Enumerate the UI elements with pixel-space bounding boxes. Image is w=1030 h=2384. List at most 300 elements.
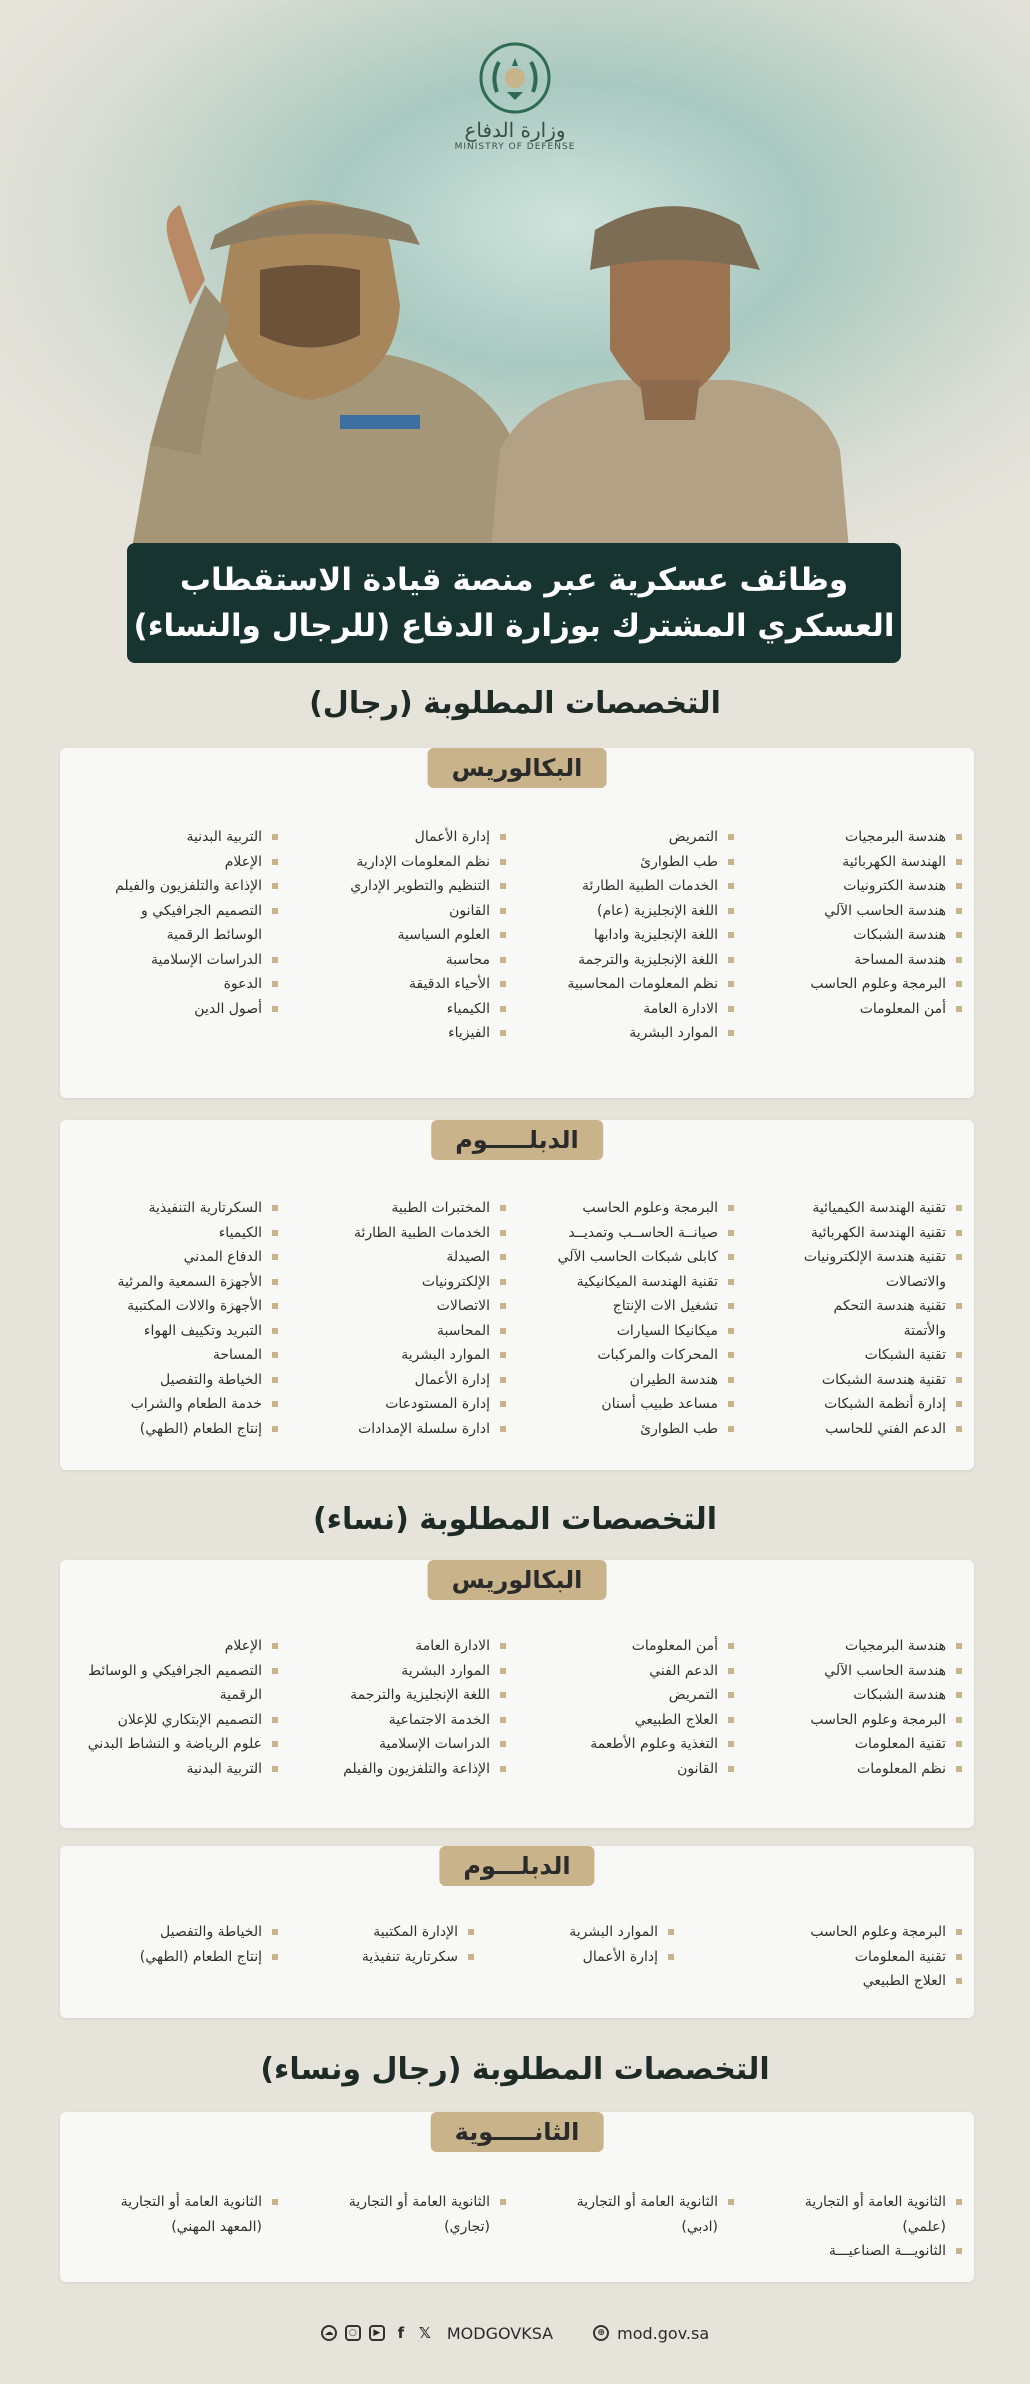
bullet-icon — [272, 1643, 278, 1649]
bullet-icon — [956, 1643, 962, 1649]
list-item-text: البرمجة وعلوم الحاسب — [810, 976, 946, 992]
list-item-text: الإلكترونيات — [421, 1273, 490, 1290]
list-item — [354, 1343, 506, 1368]
list-item — [567, 825, 734, 850]
list-item-text: اللغة الإنجليزية وادابها — [593, 927, 718, 943]
emblem-icon — [477, 40, 553, 116]
list-item-text: الكيمياء — [218, 1224, 262, 1241]
bullet-icon — [272, 1401, 278, 1407]
bullet-icon — [956, 2199, 962, 2205]
list-item-text: صيانــة الحاســب وتمديــد — [568, 1224, 718, 1241]
list-item — [350, 997, 506, 1022]
list-item-text: القانون — [449, 902, 490, 919]
bullet-icon — [956, 834, 962, 840]
women-diploma-col-3 — [362, 1920, 474, 1969]
secondary-col-2 — [577, 2190, 734, 2239]
bullet-icon — [272, 1006, 278, 1012]
list-item-text: الرقمية — [219, 1687, 262, 1703]
bullet-icon — [500, 859, 506, 865]
list-item-text: تقنية هندسة الشبكات — [821, 1371, 946, 1388]
list-item-text: نظم المعلومات — [857, 1760, 946, 1777]
bullet-icon — [272, 859, 278, 865]
bullet-icon — [500, 1766, 506, 1772]
list-item-text: (المعهد المهني) — [171, 2218, 262, 2235]
list-item-text: الهندسة الكهربائية — [842, 853, 946, 870]
list-item-text: طب الطوارئ — [640, 1420, 718, 1437]
bullet-icon — [500, 834, 506, 840]
list-item — [805, 2190, 962, 2215]
list-item-text: هندسة الشبكات — [853, 927, 946, 943]
bullet-icon — [728, 859, 734, 865]
list-item — [354, 1196, 506, 1221]
bullet-icon — [500, 1377, 506, 1383]
headline-line-1: وظائف عسكرية عبر منصة قيادة الاستقطاب — [179, 561, 849, 598]
list-item — [343, 1659, 506, 1684]
list-item — [558, 1368, 734, 1393]
youtube-icon[interactable]: ▶ — [369, 2325, 385, 2341]
list-item — [350, 850, 506, 875]
bullet-icon — [956, 1766, 962, 1772]
bullet-icon — [728, 1030, 734, 1036]
bullet-icon — [956, 1401, 962, 1407]
list-item-text: الموارد البشرية — [401, 1662, 490, 1679]
list-item-text: التبريد وتكييف الهواء — [143, 1322, 262, 1339]
women-bachelor-col-1 — [810, 1634, 962, 1781]
list-item — [117, 1245, 278, 1270]
secondary-col-3 — [349, 2190, 506, 2239]
bullet-icon — [500, 1401, 506, 1407]
list-item-text: الدعم الفني — [649, 1662, 718, 1679]
bullet-icon — [728, 932, 734, 938]
bullet-icon — [500, 908, 506, 914]
bullet-icon — [272, 908, 278, 914]
list-item-text: الخدمة الاجتماعية — [388, 1711, 490, 1728]
list-item-text: الإذاعة والتلفزيون والفيلم — [115, 878, 262, 894]
list-item — [354, 1417, 506, 1442]
bullet-icon — [956, 1377, 962, 1383]
men-diploma-label: الدبلـــــوم — [431, 1120, 603, 1160]
bullet-icon — [272, 1426, 278, 1432]
bullet-icon — [956, 1668, 962, 1674]
list-item-text: خدمة الطعام والشراب — [130, 1396, 262, 1412]
list-item — [88, 1634, 278, 1659]
list-item-text: أمن المعلومات — [859, 1000, 946, 1017]
bullet-icon — [956, 1717, 962, 1723]
list-item — [567, 972, 734, 997]
list-item — [810, 899, 962, 924]
list-item — [805, 2239, 962, 2264]
logo-english-text: MINISTRY OF DEFENSE — [454, 142, 576, 152]
male-soldier-image — [470, 190, 870, 560]
men-diploma-col-4 — [117, 1196, 278, 1441]
list-item — [117, 1343, 278, 1368]
list-item-text: تقنية الشبكات — [864, 1347, 946, 1363]
secondary-label: الثانـــــوية — [431, 2112, 604, 2152]
list-item — [810, 1634, 962, 1659]
list-item-text: المحركات والمركبات — [597, 1347, 718, 1363]
list-item — [343, 1634, 506, 1659]
bullet-icon — [272, 1352, 278, 1358]
list-item — [810, 874, 962, 899]
list-item-text: الدعم الفني للحاسب — [825, 1420, 946, 1437]
list-item — [343, 1757, 506, 1782]
bullet-icon — [956, 1303, 962, 1309]
list-item — [121, 2215, 278, 2240]
list-item — [567, 948, 734, 973]
bullet-icon — [468, 1954, 474, 1960]
bullet-icon — [272, 957, 278, 963]
list-item — [810, 997, 962, 1022]
list-item-text: اللغة الإنجليزية والترجمة — [578, 951, 718, 968]
list-item — [349, 2190, 506, 2215]
list-item — [804, 1270, 962, 1295]
list-item — [350, 948, 506, 973]
list-item-text: العلاج الطبيعي — [634, 1711, 718, 1728]
list-item — [810, 1683, 962, 1708]
women-bachelor-label: البكالوريس — [428, 1560, 607, 1600]
bullet-icon — [956, 981, 962, 987]
list-item — [558, 1196, 734, 1221]
list-item — [810, 1659, 962, 1684]
list-item-text: الإعلام — [224, 853, 262, 870]
bullet-icon — [500, 2199, 506, 2205]
list-item-text: الادارة العامة — [415, 1638, 490, 1654]
list-item-text: الدفاع المدني — [183, 1249, 262, 1265]
list-item — [558, 1319, 734, 1344]
list-item-text: هندسة الحاسب الآلي — [824, 1662, 946, 1679]
men-bachelor-col-1 — [810, 825, 962, 1021]
list-item — [558, 1417, 734, 1442]
list-item — [810, 1732, 962, 1757]
list-item — [577, 2215, 734, 2240]
bullet-icon — [728, 1377, 734, 1383]
bullet-icon — [500, 1717, 506, 1723]
globe-icon: ⊕ — [593, 2325, 609, 2341]
bullet-icon — [272, 1230, 278, 1236]
list-item-text: مساعد طبيب أسنان — [601, 1396, 718, 1412]
list-item — [88, 1708, 278, 1733]
bullet-icon — [728, 1006, 734, 1012]
list-item-text: الإعلام — [224, 1638, 262, 1654]
list-item-text: الأجهزة السمعية والمرئية — [117, 1273, 262, 1290]
list-item-text: الكيمياء — [446, 1000, 490, 1017]
bullet-icon — [956, 932, 962, 938]
men-diploma-col-1 — [804, 1196, 962, 1441]
list-item — [804, 1319, 962, 1344]
bullet-icon — [500, 1254, 506, 1260]
list-item-text: التصميم الجرافيكي و الوسائط — [88, 1662, 262, 1679]
list-item-text: والأتمتة — [903, 1322, 946, 1339]
list-item-text: محاسبة — [445, 951, 490, 968]
bullet-icon — [500, 1230, 506, 1236]
bullet-icon — [956, 2248, 962, 2254]
list-item — [569, 1920, 674, 1945]
list-item — [354, 1319, 506, 1344]
list-item-text: الأحياء الدقيقة — [408, 976, 490, 992]
list-item-text: الدراسات الإسلامية — [151, 951, 262, 968]
list-item-text: الدراسات الإسلامية — [379, 1736, 490, 1752]
bullet-icon — [272, 1741, 278, 1747]
list-item-text: الأجهزة والالات المكتبية — [127, 1298, 262, 1314]
list-item-text: (ادبي) — [681, 2218, 718, 2235]
women-diploma-card — [60, 1846, 974, 2018]
list-item — [558, 1343, 734, 1368]
list-item — [810, 850, 962, 875]
headline-banner — [127, 543, 901, 663]
bullet-icon — [728, 1254, 734, 1260]
list-item-text: علوم الرياضة و النشاط البدني — [87, 1736, 262, 1752]
list-item — [115, 997, 278, 1022]
website-link[interactable]: mod.gov.sa — [617, 2323, 710, 2343]
list-item — [350, 874, 506, 899]
bullet-icon — [272, 981, 278, 987]
list-item-text: أمن المعلومات — [631, 1638, 718, 1654]
list-item — [558, 1221, 734, 1246]
secondary-col-1 — [805, 2190, 962, 2264]
list-item-text: تقنية المعلومات — [854, 1948, 946, 1965]
list-item — [117, 1392, 278, 1417]
list-item — [354, 1245, 506, 1270]
bullet-icon — [956, 1954, 962, 1960]
list-item — [354, 1294, 506, 1319]
list-item-text: تشغيل الات الإنتاج — [612, 1298, 718, 1314]
bullet-icon — [500, 1352, 506, 1358]
bullet-icon — [468, 1929, 474, 1935]
x-icon[interactable]: 𝕏 — [418, 2324, 431, 2342]
list-item — [115, 972, 278, 997]
list-item — [117, 1417, 278, 1442]
bullet-icon — [728, 1205, 734, 1211]
list-item — [804, 1343, 962, 1368]
bullet-icon — [728, 1230, 734, 1236]
list-item — [88, 1659, 278, 1684]
list-item-text: الوسائط الرقمية — [166, 927, 262, 943]
bullet-icon — [956, 883, 962, 889]
facebook-icon[interactable]: f — [397, 2324, 405, 2342]
headline-line-2: العسكري المشترك بوزارة الدفاع (للرجال والنساء) — [133, 608, 895, 644]
list-item-text: القانون — [677, 1760, 718, 1777]
list-item — [569, 1945, 674, 1970]
list-item-text: نظم المعلومات الإدارية — [356, 853, 490, 870]
bullet-icon — [500, 1426, 506, 1432]
bullet-icon — [728, 834, 734, 840]
bullet-icon — [500, 1741, 506, 1747]
bullet-icon — [956, 1006, 962, 1012]
bullet-icon — [500, 1668, 506, 1674]
list-item-text: والاتصالات — [885, 1273, 946, 1290]
bullet-icon — [668, 1954, 674, 1960]
list-item — [140, 1920, 278, 1945]
list-item — [558, 1245, 734, 1270]
men-bachelor-col-4 — [115, 825, 278, 1021]
social-handle[interactable]: MODGOVKSA — [446, 2323, 554, 2343]
list-item — [117, 1319, 278, 1344]
bullet-icon — [956, 1741, 962, 1747]
list-item — [354, 1368, 506, 1393]
list-item — [590, 1634, 734, 1659]
list-item-text: (تجاري) — [444, 2218, 490, 2235]
instagram-icon[interactable]: ○ — [345, 2325, 361, 2341]
list-item-text: البرمجة وعلوم الحاسب — [810, 1924, 946, 1940]
list-item — [567, 997, 734, 1022]
bullet-icon — [272, 1929, 278, 1935]
bullet-icon — [728, 957, 734, 963]
list-item — [590, 1683, 734, 1708]
bullet-icon — [728, 1303, 734, 1309]
list-item-text: الثانويـــة الصناعيـــة — [828, 2243, 946, 2259]
list-item — [590, 1757, 734, 1782]
list-item-text: هندسة الكترونيات — [843, 878, 946, 894]
list-item — [810, 948, 962, 973]
bullet-icon — [728, 1401, 734, 1407]
list-item-text: المحاسبة — [436, 1322, 490, 1339]
social-group — [321, 2324, 553, 2343]
snapchat-icon[interactable]: ☁ — [321, 2325, 337, 2341]
bullet-icon — [728, 2199, 734, 2205]
bullet-icon — [956, 1692, 962, 1698]
bullet-icon — [728, 981, 734, 987]
list-item — [804, 1196, 962, 1221]
bullet-icon — [956, 957, 962, 963]
men-bachelor-label: البكالوريس — [428, 748, 607, 788]
women-diploma-col-2 — [569, 1920, 674, 1969]
list-item-text: التصميم الجرافيكي و — [141, 902, 262, 919]
list-item — [805, 2215, 962, 2240]
list-item — [804, 1221, 962, 1246]
women-bachelor-col-3 — [343, 1634, 506, 1781]
list-item — [558, 1270, 734, 1295]
list-item — [121, 2190, 278, 2215]
bullet-icon — [500, 981, 506, 987]
list-item-text: هندسة البرمجيات — [845, 1638, 946, 1654]
bullet-icon — [956, 1352, 962, 1358]
men-diploma-col-3 — [354, 1196, 506, 1441]
men-bachelor-col-3 — [350, 825, 506, 1046]
bullet-icon — [728, 1668, 734, 1674]
bullet-icon — [500, 932, 506, 938]
list-item — [810, 1969, 962, 1994]
list-item-text: تقنية المعلومات — [854, 1736, 946, 1752]
list-item — [804, 1294, 962, 1319]
website-group — [593, 2324, 709, 2343]
list-item-text: تقنية الهندسة الميكانيكية — [576, 1273, 718, 1290]
secondary-card — [60, 2112, 974, 2282]
bullet-icon — [728, 1643, 734, 1649]
bullet-icon — [728, 1717, 734, 1723]
list-item — [590, 1708, 734, 1733]
list-item — [88, 1683, 278, 1708]
women-bachelor-card — [60, 1560, 974, 1828]
bullet-icon — [668, 1929, 674, 1935]
footer — [0, 2318, 1030, 2348]
list-item-text: التنظيم والتطوير الإداري — [350, 878, 490, 894]
list-item-text: البرمجة وعلوم الحاسب — [810, 1711, 946, 1728]
list-item-text: المساحة — [212, 1347, 262, 1363]
list-item-text: تقنية هندسة التحكم — [833, 1298, 946, 1314]
bullet-icon — [956, 1978, 962, 1984]
list-item — [567, 923, 734, 948]
list-item-text: التصميم الإبتكاري للإعلان — [117, 1711, 262, 1728]
bullet-icon — [728, 1692, 734, 1698]
bullet-icon — [500, 1205, 506, 1211]
bullet-icon — [500, 1279, 506, 1285]
list-item-text: الإدارة المكتبية — [373, 1924, 458, 1940]
hero-banner — [0, 0, 1030, 560]
list-item-text: المختبرات الطبية — [391, 1200, 490, 1216]
list-item — [810, 1920, 962, 1945]
bullet-icon — [956, 1230, 962, 1236]
women-section-title: التخصصات المطلوبة (نساء) — [312, 1502, 718, 1537]
list-item — [354, 1270, 506, 1295]
list-item-text: الموارد البشرية — [569, 1924, 658, 1940]
list-item — [349, 2215, 506, 2240]
list-item-text: إدارة الأعمال — [582, 1948, 658, 1965]
list-item — [343, 1683, 506, 1708]
bullet-icon — [272, 1377, 278, 1383]
list-item — [804, 1392, 962, 1417]
list-item-text: الدعوة — [223, 976, 262, 992]
list-item — [343, 1732, 506, 1757]
list-item — [810, 1708, 962, 1733]
list-item — [115, 899, 278, 924]
list-item — [354, 1221, 506, 1246]
list-item — [567, 899, 734, 924]
list-item — [804, 1245, 962, 1270]
list-item-text: إدارة المستودعات — [385, 1396, 490, 1412]
list-item — [567, 850, 734, 875]
bullet-icon — [272, 1766, 278, 1772]
list-item — [354, 1392, 506, 1417]
list-item-text: طب الطوارئ — [640, 853, 718, 870]
list-item-text: إدارة أنظمة الشبكات — [824, 1396, 946, 1412]
list-item — [804, 1368, 962, 1393]
list-item — [590, 1732, 734, 1757]
list-item — [810, 923, 962, 948]
list-item — [804, 1417, 962, 1442]
list-item — [350, 899, 506, 924]
list-item-text: (علمي) — [902, 2218, 946, 2235]
bullet-icon — [272, 1717, 278, 1723]
list-item-text: هندسة المساحة — [854, 951, 946, 968]
list-item — [117, 1270, 278, 1295]
list-item-text: ادارة سلسلة الإمدادات — [358, 1420, 490, 1437]
bullet-icon — [500, 1303, 506, 1309]
logo-arabic-text: وزارة الدفاع — [464, 118, 566, 142]
list-item — [350, 923, 506, 948]
men-bachelor-col-2 — [567, 825, 734, 1046]
bullet-icon — [272, 1279, 278, 1285]
list-item-text: اللغة الإنجليزية (عام) — [597, 902, 718, 919]
list-item-text: إدارة الأعمال — [414, 829, 490, 845]
list-item — [117, 1294, 278, 1319]
list-item-text: أصول الدين — [194, 1000, 262, 1017]
list-item-text: نظم المعلومات المحاسبية — [567, 976, 718, 992]
men-diploma-col-2 — [558, 1196, 734, 1441]
bullet-icon — [956, 1426, 962, 1432]
list-item-text: كابلى شبكات الحاسب الآلي — [557, 1249, 718, 1265]
list-item-text: التربية البدنية — [186, 829, 262, 845]
bullet-icon — [728, 883, 734, 889]
list-item-text: الخياطة والتفصيل — [160, 1924, 262, 1940]
bullet-icon — [956, 859, 962, 865]
list-item — [115, 850, 278, 875]
list-item — [558, 1392, 734, 1417]
list-item-text: إنتاج الطعام (الطهي) — [139, 1420, 262, 1437]
list-item-text: إنتاج الطعام (الطهي) — [139, 1948, 262, 1965]
list-item — [810, 1945, 962, 1970]
bullet-icon — [728, 1741, 734, 1747]
list-item-text: الثانوية العامة أو التجارية — [348, 2194, 490, 2210]
